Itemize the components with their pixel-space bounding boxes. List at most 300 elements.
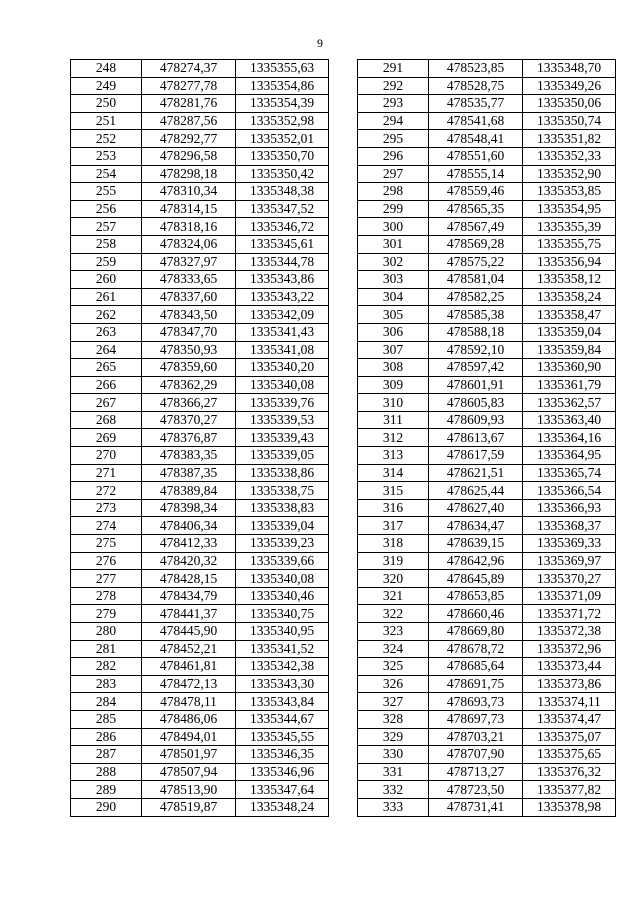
y-coordinate: 1335343,86 <box>236 271 329 289</box>
x-coordinate: 478519,87 <box>142 798 236 816</box>
point-number: 294 <box>358 112 429 130</box>
table-row <box>71 675 329 693</box>
point-number: 296 <box>358 147 429 165</box>
table-row <box>358 411 616 429</box>
x-coordinate: 478441,37 <box>142 605 236 623</box>
table-row <box>358 95 616 113</box>
y-coordinate: 1335374,47 <box>523 710 616 728</box>
point-number: 304 <box>358 288 429 306</box>
y-coordinate: 1335359,84 <box>523 341 616 359</box>
x-coordinate: 478693,73 <box>429 693 523 711</box>
x-coordinate: 478274,37 <box>142 60 236 78</box>
x-coordinate: 478383,35 <box>142 447 236 465</box>
coordinates-table-left <box>70 59 329 817</box>
point-number: 256 <box>71 200 142 218</box>
table-row <box>358 130 616 148</box>
y-coordinate: 1335340,20 <box>236 359 329 377</box>
y-coordinate: 1335359,04 <box>523 323 616 341</box>
point-number: 314 <box>358 464 429 482</box>
point-number: 273 <box>71 499 142 517</box>
y-coordinate: 1335372,38 <box>523 623 616 641</box>
y-coordinate: 1335339,66 <box>236 552 329 570</box>
table-row <box>358 798 616 816</box>
y-coordinate: 1335354,95 <box>523 200 616 218</box>
point-number: 258 <box>71 235 142 253</box>
x-coordinate: 478642,96 <box>429 552 523 570</box>
table-row <box>71 499 329 517</box>
table-row <box>71 218 329 236</box>
y-coordinate: 1335343,84 <box>236 693 329 711</box>
x-coordinate: 478613,67 <box>429 429 523 447</box>
x-coordinate: 478406,34 <box>142 517 236 535</box>
table-row <box>358 218 616 236</box>
x-coordinate: 478523,85 <box>429 60 523 78</box>
table-row <box>71 376 329 394</box>
x-coordinate: 478621,51 <box>429 464 523 482</box>
table-row <box>71 130 329 148</box>
table-row <box>358 341 616 359</box>
x-coordinate: 478559,46 <box>429 183 523 201</box>
table-row <box>358 464 616 482</box>
table-row <box>71 640 329 658</box>
y-coordinate: 1335349,26 <box>523 77 616 95</box>
x-coordinate: 478669,80 <box>429 623 523 641</box>
point-number: 248 <box>71 60 142 78</box>
table-row <box>71 781 329 799</box>
x-coordinate: 478324,06 <box>142 235 236 253</box>
x-coordinate: 478585,38 <box>429 306 523 324</box>
x-coordinate: 478551,60 <box>429 147 523 165</box>
point-number: 263 <box>71 323 142 341</box>
table-row <box>71 798 329 816</box>
table-row <box>71 271 329 289</box>
table-row <box>358 658 616 676</box>
x-coordinate: 478575,22 <box>429 253 523 271</box>
x-coordinate: 478627,40 <box>429 499 523 517</box>
x-coordinate: 478314,15 <box>142 200 236 218</box>
point-number: 254 <box>71 165 142 183</box>
y-coordinate: 1335339,43 <box>236 429 329 447</box>
table-row <box>71 535 329 553</box>
point-number: 268 <box>71 411 142 429</box>
point-number: 300 <box>358 218 429 236</box>
x-coordinate: 478347,70 <box>142 323 236 341</box>
y-coordinate: 1335346,35 <box>236 746 329 764</box>
point-number: 317 <box>358 517 429 535</box>
point-number: 326 <box>358 675 429 693</box>
x-coordinate: 478685,64 <box>429 658 523 676</box>
y-coordinate: 1335341,52 <box>236 640 329 658</box>
x-coordinate: 478472,13 <box>142 675 236 693</box>
table-row <box>71 587 329 605</box>
y-coordinate: 1335339,05 <box>236 447 329 465</box>
point-number: 319 <box>358 552 429 570</box>
point-number: 312 <box>358 429 429 447</box>
table-row <box>71 165 329 183</box>
x-coordinate: 478333,65 <box>142 271 236 289</box>
table-row <box>358 60 616 78</box>
y-coordinate: 1335370,27 <box>523 570 616 588</box>
x-coordinate: 478398,34 <box>142 499 236 517</box>
y-coordinate: 1335344,78 <box>236 253 329 271</box>
point-number: 281 <box>71 640 142 658</box>
y-coordinate: 1335350,70 <box>236 147 329 165</box>
table-row <box>358 359 616 377</box>
y-coordinate: 1335344,67 <box>236 710 329 728</box>
point-number: 329 <box>358 728 429 746</box>
x-coordinate: 478713,27 <box>429 763 523 781</box>
point-number: 321 <box>358 587 429 605</box>
table-row <box>71 570 329 588</box>
y-coordinate: 1335345,61 <box>236 235 329 253</box>
table-row <box>358 675 616 693</box>
point-number: 272 <box>71 482 142 500</box>
table-row <box>71 517 329 535</box>
point-number: 290 <box>71 798 142 816</box>
table-row <box>71 728 329 746</box>
y-coordinate: 1335366,54 <box>523 482 616 500</box>
point-number: 282 <box>71 658 142 676</box>
point-number: 309 <box>358 376 429 394</box>
point-number: 318 <box>358 535 429 553</box>
table-row <box>358 763 616 781</box>
x-coordinate: 478609,93 <box>429 411 523 429</box>
point-number: 324 <box>358 640 429 658</box>
point-number: 287 <box>71 746 142 764</box>
point-number: 269 <box>71 429 142 447</box>
table-row <box>358 306 616 324</box>
y-coordinate: 1335366,93 <box>523 499 616 517</box>
x-coordinate: 478507,94 <box>142 763 236 781</box>
table-row <box>358 183 616 201</box>
y-coordinate: 1335353,85 <box>523 183 616 201</box>
table-row <box>71 306 329 324</box>
y-coordinate: 1335358,12 <box>523 271 616 289</box>
x-coordinate: 478605,83 <box>429 394 523 412</box>
table-row <box>71 623 329 641</box>
x-coordinate: 478703,21 <box>429 728 523 746</box>
x-coordinate: 478625,44 <box>429 482 523 500</box>
table-row <box>71 693 329 711</box>
table-row <box>71 394 329 412</box>
x-coordinate: 478387,35 <box>142 464 236 482</box>
x-coordinate: 478366,27 <box>142 394 236 412</box>
table-row <box>358 570 616 588</box>
point-number: 322 <box>358 605 429 623</box>
y-coordinate: 1335362,57 <box>523 394 616 412</box>
table-row <box>358 447 616 465</box>
y-coordinate: 1335342,38 <box>236 658 329 676</box>
x-coordinate: 478287,56 <box>142 112 236 130</box>
y-coordinate: 1335348,70 <box>523 60 616 78</box>
table-row <box>71 147 329 165</box>
table-row <box>71 763 329 781</box>
y-coordinate: 1335341,43 <box>236 323 329 341</box>
y-coordinate: 1335354,86 <box>236 77 329 95</box>
y-coordinate: 1335369,97 <box>523 552 616 570</box>
point-number: 285 <box>71 710 142 728</box>
table-row <box>358 605 616 623</box>
x-coordinate: 478310,34 <box>142 183 236 201</box>
point-number: 265 <box>71 359 142 377</box>
point-number: 283 <box>71 675 142 693</box>
y-coordinate: 1335378,98 <box>523 798 616 816</box>
x-coordinate: 478428,15 <box>142 570 236 588</box>
x-coordinate: 478389,84 <box>142 482 236 500</box>
table-row <box>71 341 329 359</box>
y-coordinate: 1335355,39 <box>523 218 616 236</box>
y-coordinate: 1335340,95 <box>236 623 329 641</box>
table-row <box>71 746 329 764</box>
x-coordinate: 478501,97 <box>142 746 236 764</box>
point-number: 295 <box>358 130 429 148</box>
point-number: 289 <box>71 781 142 799</box>
y-coordinate: 1335355,63 <box>236 60 329 78</box>
y-coordinate: 1335352,90 <box>523 165 616 183</box>
x-coordinate: 478639,15 <box>429 535 523 553</box>
table-row <box>358 235 616 253</box>
point-number: 333 <box>358 798 429 816</box>
point-number: 325 <box>358 658 429 676</box>
x-coordinate: 478697,73 <box>429 710 523 728</box>
point-number: 302 <box>358 253 429 271</box>
point-number: 250 <box>71 95 142 113</box>
point-number: 267 <box>71 394 142 412</box>
point-number: 276 <box>71 552 142 570</box>
y-coordinate: 1335360,90 <box>523 359 616 377</box>
x-coordinate: 478634,47 <box>429 517 523 535</box>
y-coordinate: 1335351,82 <box>523 130 616 148</box>
x-coordinate: 478707,90 <box>429 746 523 764</box>
x-coordinate: 478645,89 <box>429 570 523 588</box>
y-coordinate: 1335340,75 <box>236 605 329 623</box>
y-coordinate: 1335373,86 <box>523 675 616 693</box>
table-row <box>358 288 616 306</box>
table-row <box>358 147 616 165</box>
table-row <box>358 640 616 658</box>
x-coordinate: 478592,10 <box>429 341 523 359</box>
table-row <box>71 235 329 253</box>
y-coordinate: 1335372,96 <box>523 640 616 658</box>
x-coordinate: 478617,59 <box>429 447 523 465</box>
point-number: 260 <box>71 271 142 289</box>
y-coordinate: 1335352,98 <box>236 112 329 130</box>
point-number: 286 <box>71 728 142 746</box>
table-row <box>71 60 329 78</box>
table-row <box>71 552 329 570</box>
table-row <box>71 288 329 306</box>
table-row <box>358 271 616 289</box>
y-coordinate: 1335340,08 <box>236 570 329 588</box>
table-row <box>358 200 616 218</box>
point-number: 305 <box>358 306 429 324</box>
point-number: 277 <box>71 570 142 588</box>
point-number: 310 <box>358 394 429 412</box>
table-row <box>71 323 329 341</box>
y-coordinate: 1335348,38 <box>236 183 329 201</box>
y-coordinate: 1335350,42 <box>236 165 329 183</box>
table-row <box>358 112 616 130</box>
x-coordinate: 478565,35 <box>429 200 523 218</box>
x-coordinate: 478370,27 <box>142 411 236 429</box>
y-coordinate: 1335343,30 <box>236 675 329 693</box>
y-coordinate: 1335348,24 <box>236 798 329 816</box>
point-number: 257 <box>71 218 142 236</box>
y-coordinate: 1335356,94 <box>523 253 616 271</box>
x-coordinate: 478723,50 <box>429 781 523 799</box>
y-coordinate: 1335347,64 <box>236 781 329 799</box>
y-coordinate: 1335369,33 <box>523 535 616 553</box>
x-coordinate: 478581,04 <box>429 271 523 289</box>
point-number: 278 <box>71 587 142 605</box>
x-coordinate: 478567,49 <box>429 218 523 236</box>
table-row <box>71 183 329 201</box>
x-coordinate: 478420,32 <box>142 552 236 570</box>
point-number: 303 <box>358 271 429 289</box>
point-number: 292 <box>358 77 429 95</box>
x-coordinate: 478513,90 <box>142 781 236 799</box>
table-row <box>358 781 616 799</box>
point-number: 291 <box>358 60 429 78</box>
table-row <box>71 710 329 728</box>
y-coordinate: 1335373,44 <box>523 658 616 676</box>
table-row <box>71 464 329 482</box>
x-coordinate: 478597,42 <box>429 359 523 377</box>
x-coordinate: 478486,06 <box>142 710 236 728</box>
table-row <box>71 658 329 676</box>
point-number: 264 <box>71 341 142 359</box>
table-row <box>358 693 616 711</box>
x-coordinate: 478535,77 <box>429 95 523 113</box>
table-row <box>358 746 616 764</box>
point-number: 251 <box>71 112 142 130</box>
y-coordinate: 1335358,47 <box>523 306 616 324</box>
table-row <box>358 165 616 183</box>
x-coordinate: 478660,46 <box>429 605 523 623</box>
point-number: 259 <box>71 253 142 271</box>
table-row <box>358 429 616 447</box>
y-coordinate: 1335346,96 <box>236 763 329 781</box>
x-coordinate: 478588,18 <box>429 323 523 341</box>
x-coordinate: 478362,29 <box>142 376 236 394</box>
y-coordinate: 1335354,39 <box>236 95 329 113</box>
y-coordinate: 1335352,33 <box>523 147 616 165</box>
point-number: 261 <box>71 288 142 306</box>
point-number: 301 <box>358 235 429 253</box>
point-number: 249 <box>71 77 142 95</box>
point-number: 266 <box>71 376 142 394</box>
table-row <box>71 77 329 95</box>
y-coordinate: 1335338,75 <box>236 482 329 500</box>
x-coordinate: 478569,28 <box>429 235 523 253</box>
x-coordinate: 478461,81 <box>142 658 236 676</box>
y-coordinate: 1335338,83 <box>236 499 329 517</box>
point-number: 307 <box>358 341 429 359</box>
point-number: 293 <box>358 95 429 113</box>
table-row <box>358 710 616 728</box>
y-coordinate: 1335339,53 <box>236 411 329 429</box>
x-coordinate: 478281,76 <box>142 95 236 113</box>
table-row <box>71 605 329 623</box>
x-coordinate: 478277,78 <box>142 77 236 95</box>
table-row <box>71 253 329 271</box>
y-coordinate: 1335345,55 <box>236 728 329 746</box>
table-row <box>358 587 616 605</box>
y-coordinate: 1335371,72 <box>523 605 616 623</box>
y-coordinate: 1335358,24 <box>523 288 616 306</box>
y-coordinate: 1335365,74 <box>523 464 616 482</box>
table-row <box>71 447 329 465</box>
y-coordinate: 1335338,86 <box>236 464 329 482</box>
x-coordinate: 478298,18 <box>142 165 236 183</box>
table-row <box>71 482 329 500</box>
coordinates-table-right <box>357 59 616 817</box>
point-number: 323 <box>358 623 429 641</box>
point-number: 298 <box>358 183 429 201</box>
x-coordinate: 478548,41 <box>429 130 523 148</box>
table-row <box>71 411 329 429</box>
x-coordinate: 478376,87 <box>142 429 236 447</box>
y-coordinate: 1335340,46 <box>236 587 329 605</box>
x-coordinate: 478478,11 <box>142 693 236 711</box>
table-row <box>71 95 329 113</box>
x-coordinate: 478350,93 <box>142 341 236 359</box>
x-coordinate: 478691,75 <box>429 675 523 693</box>
x-coordinate: 478412,33 <box>142 535 236 553</box>
point-number: 275 <box>71 535 142 553</box>
point-number: 255 <box>71 183 142 201</box>
y-coordinate: 1335376,32 <box>523 763 616 781</box>
y-coordinate: 1335361,79 <box>523 376 616 394</box>
y-coordinate: 1335364,95 <box>523 447 616 465</box>
point-number: 279 <box>71 605 142 623</box>
x-coordinate: 478359,60 <box>142 359 236 377</box>
y-coordinate: 1335371,09 <box>523 587 616 605</box>
x-coordinate: 478452,21 <box>142 640 236 658</box>
table-row <box>358 482 616 500</box>
table-row <box>358 517 616 535</box>
point-number: 315 <box>358 482 429 500</box>
point-number: 297 <box>358 165 429 183</box>
x-coordinate: 478653,85 <box>429 587 523 605</box>
x-coordinate: 478318,16 <box>142 218 236 236</box>
x-coordinate: 478601,91 <box>429 376 523 394</box>
point-number: 332 <box>358 781 429 799</box>
point-number: 299 <box>358 200 429 218</box>
y-coordinate: 1335374,11 <box>523 693 616 711</box>
y-coordinate: 1335352,01 <box>236 130 329 148</box>
table-row <box>358 376 616 394</box>
y-coordinate: 1335350,74 <box>523 112 616 130</box>
table-row <box>71 359 329 377</box>
table-row <box>358 77 616 95</box>
y-coordinate: 1335339,76 <box>236 394 329 412</box>
y-coordinate: 1335343,22 <box>236 288 329 306</box>
x-coordinate: 478327,97 <box>142 253 236 271</box>
table-row <box>358 728 616 746</box>
y-coordinate: 1335364,16 <box>523 429 616 447</box>
point-number: 288 <box>71 763 142 781</box>
x-coordinate: 478434,79 <box>142 587 236 605</box>
table-row <box>358 253 616 271</box>
point-number: 331 <box>358 763 429 781</box>
x-coordinate: 478292,77 <box>142 130 236 148</box>
x-coordinate: 478343,50 <box>142 306 236 324</box>
y-coordinate: 1335342,09 <box>236 306 329 324</box>
point-number: 252 <box>71 130 142 148</box>
y-coordinate: 1335363,40 <box>523 411 616 429</box>
y-coordinate: 1335350,06 <box>523 95 616 113</box>
